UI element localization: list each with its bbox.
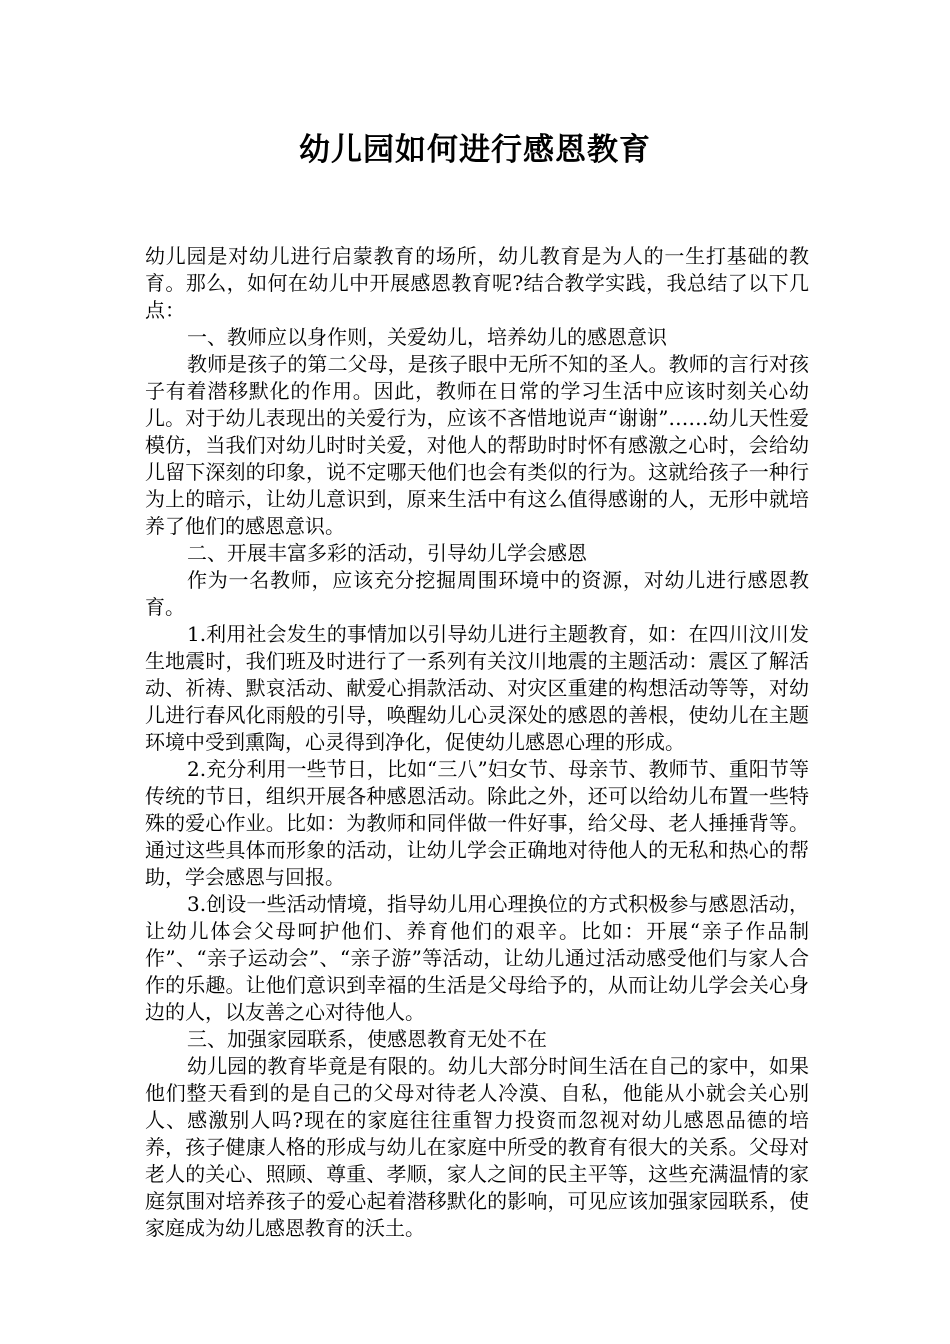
paragraph-intro: 幼儿园是对幼儿进行启蒙教育的场所，幼儿教育是为人的一生打基础的教育。那么，如何在幼儿中开展感恩教育呢?结合教学实践，我总结了以下几点： (145, 244, 809, 322)
document-title: 幼儿园如何进行感恩教育 (299, 132, 651, 168)
paragraph-item-3: 3.创设一些活动情境，指导幼儿用心理换位的方式积极参与感恩活动，让幼儿体会父母呵护他们、养育他们的艰辛。比如：开展“亲子作品制作”、“亲子运动会”、“亲子游”等活动，让幼儿通过活动感受他们与家人合作的乐趣。让他们意识到幸福的生活是父母给予的，从而让幼儿学会关心身边的人，以友善之心对待他人。 (145, 892, 809, 1024)
paragraph-item-2: 2.充分利用一些节日，比如“三八”妇女节、母亲节、教师节、重阳节等传统的节日，组织开展各种感恩活动。除此之外，还可以给幼儿布置一些特殊的爱心作业。比如：为教师和同伴做一件好事，给父母、老人捶捶背等。通过这些具体而形象的活动，让幼儿学会正确地对待他人的无私和热心的帮助，学会感恩与回报。 (145, 757, 809, 889)
document-body (145, 243, 809, 1242)
section-heading-1: 一、教师应以身作则，关爱幼儿，培养幼儿的感恩意识 (187, 325, 667, 349)
section-heading-2: 二、开展丰富多彩的活动，引导幼儿学会感恩 (187, 541, 587, 565)
paragraph-teacher-example: 教师是孩子的第二父母，是孩子眼中无所不知的圣人。教师的言行对孩子有着潜移默化的作用。因此，教师在日常的学习生活中应该时刻关心幼儿。对于幼儿表现出的关爱行为，应该不吝惜地说声“谢谢”……幼儿天性爱模仿，当我们对幼儿时时关爱，对他人的帮助时时怀有感激之心时，会给幼儿留下深刻的印象，说不定哪天他们也会有类似的行为。这就给孩子一种行为上的暗示，让幼儿意识到，原来生活中有这么值得感谢的人，无形中就培养了他们的感恩意识。 (145, 352, 809, 538)
paragraph-resources: 作为一名教师，应该充分挖掘周围环境中的资源，对幼儿进行感恩教育。 (145, 568, 809, 619)
paragraph-item-1: 1.利用社会发生的事情加以引导幼儿进行主题教育，如：在四川汶川发生地震时，我们班及时进行了一系列有关汶川地震的主题活动：震区了解活动、祈祷、默哀活动、献爱心捐款活动、对灾区重建的构想活动等等，对幼儿进行春风化雨般的引导，唤醒幼儿心灵深处的感恩的善根，使幼儿在主题环境中受到熏陶，心灵得到净化，促使幼儿感恩心理的形成。 (145, 622, 809, 754)
paragraph-family: 幼儿园的教育毕竟是有限的。幼儿大部分时间生活在自己的家中，如果他们整天看到的是自己的父母对待老人冷漠、自私，他能从小就会关心别人、感激别人吗?现在的家庭往往重智力投资而忽视对幼儿感恩品德的培养，孩子健康人格的形成与幼儿在家庭中所受的教育有很大的关系。父母对老人的关心、照顾、尊重、孝顺，家人之间的民主平等，这些充满温情的家庭氛围对培养孩子的爱心起着潜移默化的影响，可见应该加强家园联系，使家庭成为幼儿感恩教育的沃土。 (145, 1054, 809, 1240)
section-heading-3: 三、加强家园联系，使感恩教育无处不在 (187, 1027, 547, 1051)
